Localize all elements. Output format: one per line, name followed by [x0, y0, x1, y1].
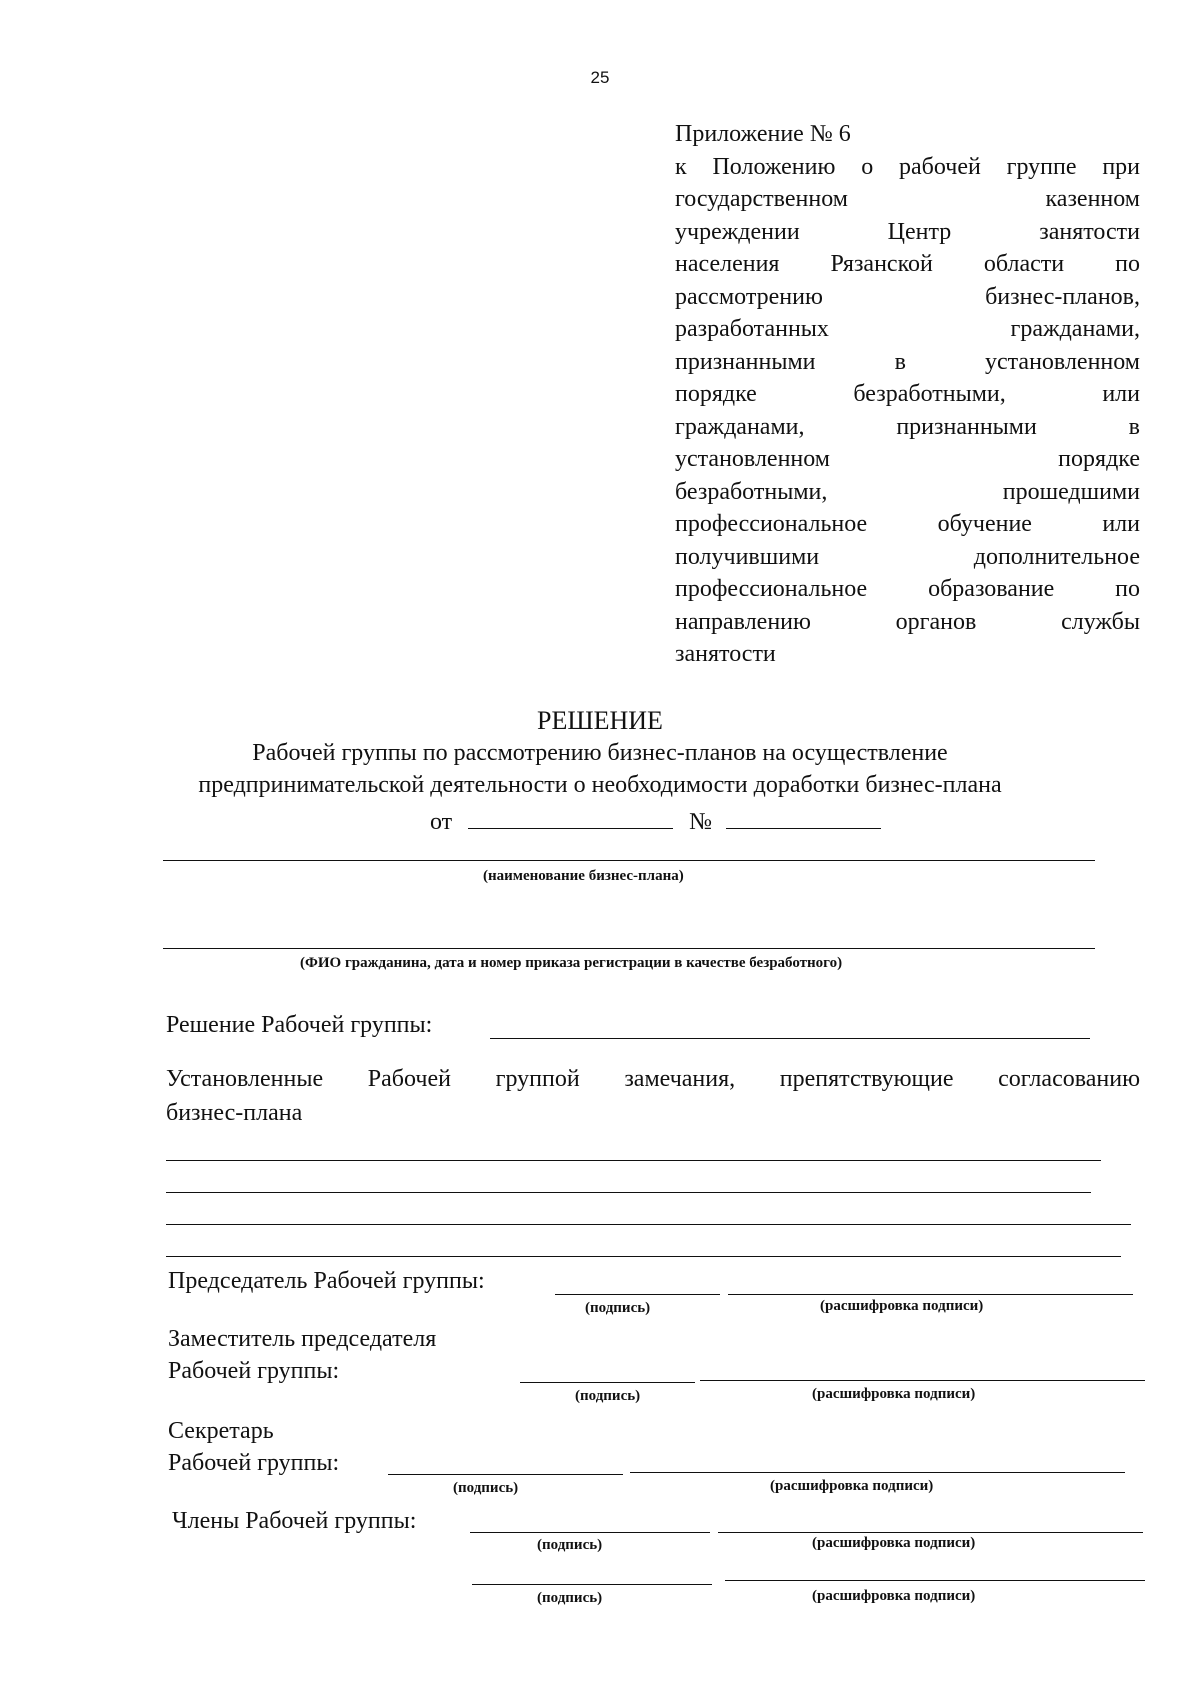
appendix-line: населения Рязанской области по: [675, 251, 1140, 277]
deputy-decoding-field[interactable]: [700, 1380, 1145, 1381]
appendix-line: безработными, прошедшими: [675, 478, 1140, 505]
citizen-info-field[interactable]: [163, 948, 1095, 949]
appendix-line: учреждении Центр занятости: [675, 218, 1140, 245]
secretary-signature-caption: (подпись): [453, 1480, 519, 1496]
secretary-label-line1: Секретарь: [168, 1418, 274, 1444]
appendix-line: гражданами, признанными в: [675, 413, 1140, 440]
date-field[interactable]: [468, 806, 673, 829]
appendix-line: направлению органов службы: [675, 608, 1140, 635]
chairman-signature-field[interactable]: [555, 1294, 720, 1295]
members-label: Члены Рабочей группы:: [172, 1508, 417, 1534]
appendix-line: профессиональное обучение или: [675, 511, 1140, 537]
remarks-field-2[interactable]: [166, 1192, 1091, 1193]
member-signature-caption-1: (подпись): [537, 1537, 603, 1553]
decision-subtitle-line2: предпринимательской деятельности о необходимости доработки бизнес-плана: [198, 772, 1002, 798]
secretary-decoding-caption: (расшифровка подписи): [770, 1478, 934, 1494]
business-plan-name-caption: (наименование бизнес-плана): [483, 868, 684, 884]
deputy-decoding-caption: (расшифровка подписи): [812, 1386, 976, 1402]
chairman-label: Председатель Рабочей группы:: [168, 1268, 485, 1294]
appendix-block: [675, 118, 1140, 671]
remarks-field-3[interactable]: [166, 1224, 1131, 1225]
remarks-label-line2: бизнес-плана: [166, 1100, 303, 1126]
number-label: №: [689, 809, 713, 835]
chairman-decoding-field[interactable]: [728, 1294, 1133, 1295]
decision-field[interactable]: [490, 1038, 1090, 1039]
page-number: 25: [590, 68, 610, 87]
appendix-line: профессиональное образование по: [675, 576, 1140, 602]
decision-subtitle-line1: Рабочей группы по рассмотрению бизнес-планов на осуществление: [252, 740, 948, 766]
number-field[interactable]: [726, 806, 881, 829]
secretary-label-line2: Рабочей группы:: [168, 1450, 340, 1476]
member-decoding-field-1[interactable]: [718, 1532, 1143, 1533]
deputy-label-line2: Рабочей группы:: [168, 1358, 340, 1384]
appendix-line: получившими дополнительное: [675, 543, 1140, 570]
appendix-line: занятости: [675, 641, 776, 667]
appendix-line: рассмотрению бизнес-планов,: [675, 283, 1140, 310]
business-plan-name-field[interactable]: [163, 860, 1095, 861]
remarks-field-1[interactable]: [166, 1160, 1101, 1161]
appendix-line: государственном казенном: [675, 186, 1140, 212]
citizen-info-caption: (ФИО гражданина, дата и номер приказа регистрации в качестве безработного): [300, 955, 843, 971]
appendix-line: порядке безработными, или: [675, 381, 1140, 407]
decision-date-number-row: [430, 806, 881, 836]
appendix-title: Приложение № 6: [675, 121, 851, 147]
member-signature-field-1[interactable]: [470, 1532, 710, 1533]
member-signature-field-2[interactable]: [472, 1584, 712, 1585]
decision-title: РЕШЕНИЕ: [537, 706, 663, 735]
remarks-label-line1: Установленные Рабочей группой замечания, препятствующие согласованию: [166, 1066, 1140, 1092]
from-label: от: [430, 809, 453, 835]
appendix-line: разработанных гражданами,: [675, 316, 1140, 342]
secretary-signature-field[interactable]: [388, 1474, 623, 1475]
secretary-decoding-field[interactable]: [630, 1472, 1125, 1473]
deputy-signature-field[interactable]: [520, 1382, 695, 1383]
deputy-label-line1: Заместитель председателя: [168, 1326, 437, 1352]
appendix-line: к Положению о рабочей группе при: [675, 153, 1140, 180]
member-decoding-field-2[interactable]: [725, 1580, 1145, 1581]
chairman-decoding-caption: (расшифровка подписи): [820, 1298, 984, 1314]
remarks-field-4[interactable]: [166, 1256, 1121, 1257]
member-decoding-caption-2: (расшифровка подписи): [812, 1588, 976, 1604]
member-signature-caption-2: (подпись): [537, 1590, 603, 1606]
appendix-line: установленном порядке: [675, 446, 1140, 472]
member-decoding-caption-1: (расшифровка подписи): [812, 1535, 976, 1551]
chairman-signature-caption: (подпись): [585, 1300, 651, 1316]
deputy-signature-caption: (подпись): [575, 1388, 641, 1404]
decision-label: Решение Рабочей группы:: [166, 1012, 433, 1038]
appendix-line: признанными в установленном: [675, 348, 1140, 375]
